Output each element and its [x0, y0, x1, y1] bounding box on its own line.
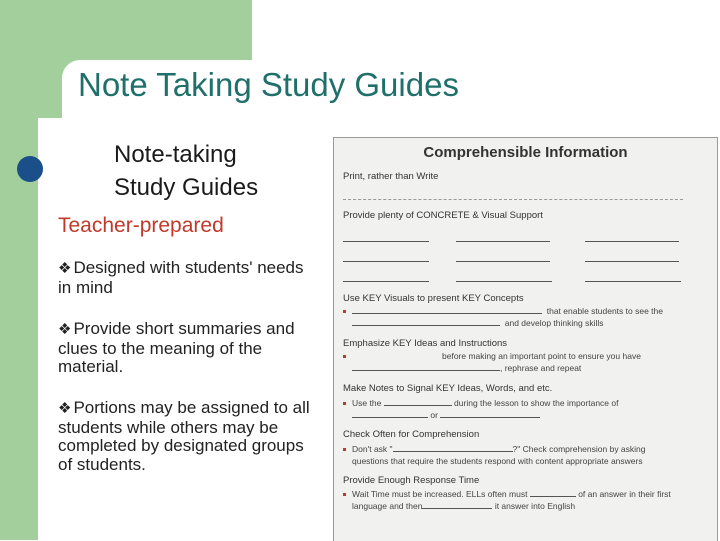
item-text: that enable students to see the: [546, 306, 663, 316]
make-notes-item: [343, 398, 713, 421]
fill-blank: [456, 281, 552, 282]
item-text: during the lesson to show the importance of: [454, 398, 619, 408]
key-visuals-heading: Use KEY Visuals to present KEY Concepts: [343, 293, 524, 304]
diamond-bullet-icon: ❖: [58, 260, 72, 277]
item-text: Use the: [352, 398, 382, 408]
response-time-item: [343, 489, 713, 512]
concrete-support-heading: Provide plenty of CONCRETE & Visual Support: [343, 210, 543, 221]
item-text: , rephrase and repeat: [500, 362, 582, 373]
item-text: Don't ask ": [352, 444, 393, 454]
key-visuals-item: [343, 306, 713, 329]
check-often-item: [343, 444, 713, 467]
diamond-bullet-icon: ❖: [58, 400, 72, 417]
green-side-bar: [0, 0, 38, 540]
guide-heading-line2: Study Guides: [114, 174, 259, 201]
item-text: Wait Time must be increased. ELLs often must: [352, 489, 528, 499]
item-text: it answer into English: [494, 500, 576, 511]
item-text: ?" Check comprehension by asking: [512, 444, 646, 454]
fill-blank: [343, 261, 429, 262]
document-title: Comprehensible Information: [423, 144, 628, 161]
item-text: of an answer in their first: [578, 489, 671, 499]
fill-blank: [456, 261, 550, 262]
left-bullet-text: Designed with students' needs in mind: [58, 258, 304, 297]
response-time-heading: Provide Enough Response Time: [343, 475, 480, 486]
item-text: before making an important point to ensure you have: [442, 351, 641, 361]
guide-heading-line1: Note-taking: [114, 141, 237, 168]
emphasize-heading: Emphasize KEY Ideas and Instructions: [343, 338, 508, 349]
left-bullet-text: Provide short summaries and clues to the meaning of the material.: [58, 319, 295, 376]
left-bullet-text: Portions may be assigned to all students while others may be completed by designated groups of students.: [58, 398, 310, 474]
make-notes-heading: Make Notes to Signal KEY Ideas, Words, and etc.: [343, 383, 553, 394]
item-text: and develop thinking skills: [504, 317, 604, 328]
slide-title: Note Taking Study Guides: [78, 66, 459, 103]
fill-blank: [585, 261, 679, 262]
fill-blank: [585, 241, 679, 242]
red-square-bullet-icon: [343, 493, 346, 496]
study-guide-document: [333, 137, 718, 541]
item-text: or: [430, 409, 438, 420]
item-text: language and then: [352, 500, 423, 511]
fill-blank: [456, 241, 550, 242]
red-square-bullet-icon: [343, 355, 346, 358]
red-square-bullet-icon: [343, 310, 346, 313]
fill-blank: [585, 281, 681, 282]
print-rule-text: Print, rather than Write: [343, 171, 439, 182]
diamond-bullet-icon: ❖: [58, 321, 72, 338]
red-square-bullet-icon: [343, 402, 346, 405]
red-square-bullet-icon: [343, 448, 346, 451]
fill-blank: [343, 281, 429, 282]
decorative-circle: [17, 156, 43, 182]
guide-heading: [114, 138, 258, 204]
check-often-heading: Check Often for Comprehension: [343, 429, 480, 440]
fill-blank: [343, 241, 429, 242]
dashed-divider: [343, 199, 683, 200]
emphasize-item: [343, 351, 713, 374]
item-text: questions that require the students respond with content appropriate answers: [352, 455, 643, 466]
left-bullet-3: [58, 399, 320, 474]
left-bullet-2: [58, 320, 320, 377]
teacher-prepared-subheading: Teacher-prepared: [58, 214, 224, 237]
left-bullet-1: [58, 259, 320, 297]
